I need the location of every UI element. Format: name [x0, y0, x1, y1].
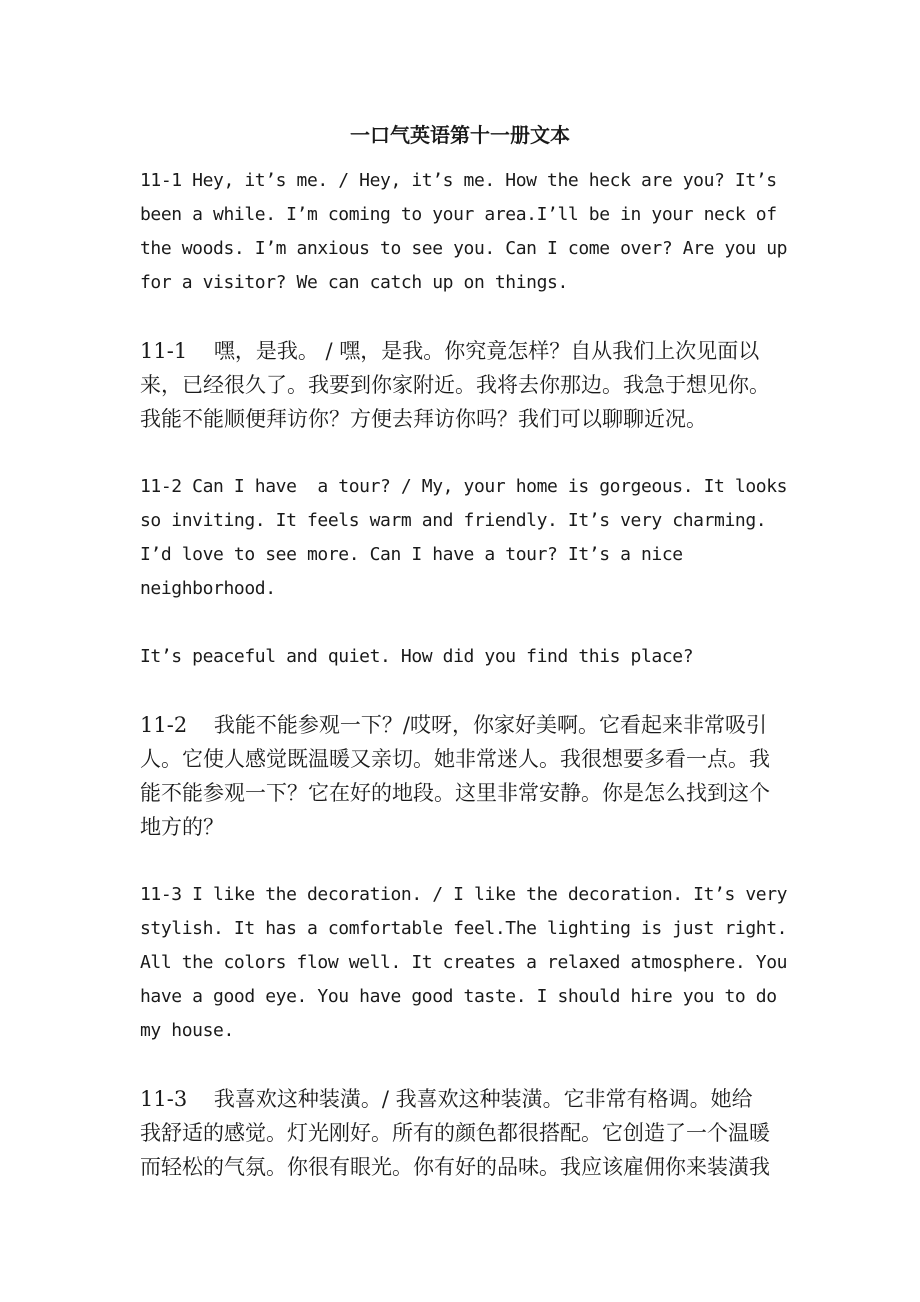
paragraph-gap: [140, 674, 790, 708]
text-line: 能不能参观一下？它在好的地段。这里非常安静。你是怎么找到这个: [140, 781, 770, 805]
text-line: All the colors flow well. It creates a relaxed atmosphere. You: [140, 952, 788, 973]
text-line: I’d love to see more. Can I have a tour? It’s a nice: [140, 544, 683, 565]
text-line: the woods. I’m anxious to see you. Can I come over? Are you up: [140, 238, 788, 259]
text-line: 人。它使人感觉既温暖又亲切。她非常迷人。我很想要多看一点。我: [140, 747, 770, 771]
text-line: It’s peaceful and quiet. How did you find this place?: [140, 646, 694, 667]
text-line: 11-2 我能不能参观一下？/哎呀，你家好美啊。它看起来非常吸引: [140, 713, 767, 737]
paragraph-zh: [140, 708, 790, 844]
text-line: stylish. It has a comfortable feel.The lighting is just right.: [140, 918, 788, 939]
text-line: 地方的？: [140, 815, 224, 839]
paragraph-en: [140, 640, 790, 674]
paragraph-gap: [140, 436, 790, 470]
paragraph-en: [140, 878, 790, 1048]
paragraph-en: [140, 470, 790, 606]
text-line: 而轻松的气氛。你很有眼光。你有好的品味。我应该雇佣你来装潢我: [140, 1155, 770, 1179]
paragraph-en: [140, 164, 790, 300]
paragraph-gap: [140, 606, 790, 640]
text-line: 11-3 I like the decoration. / I like the decoration. It’s very: [140, 884, 788, 905]
text-line: 11-1 Hey, it’s me. / Hey, it’s me. How the heck are you? It’s: [140, 170, 777, 191]
text-line: 我舒适的感觉。灯光刚好。所有的颜色都很搭配。它创造了一个温暖: [140, 1121, 770, 1145]
text-line: 11-2 Can I have a tour? / My, your home is gorgeous. It looks: [140, 476, 788, 497]
paragraph-gap: [140, 1048, 790, 1082]
document-title: 一口气英语第十一册文本: [350, 123, 570, 147]
text-line: neighborhood.: [140, 578, 276, 599]
paragraph-gap: [140, 844, 790, 878]
text-line: so inviting. It feels warm and friendly. It’s very charming.: [140, 510, 767, 531]
text-line: my house.: [140, 1020, 234, 1041]
paragraph-zh: [140, 334, 790, 436]
text-line: have a good eye. You have good taste. I should hire you to do: [140, 986, 777, 1007]
text-line: 11-3 我喜欢这种装潢。/ 我喜欢这种装潢。它非常有格调。她给: [140, 1087, 753, 1111]
document-body: [140, 164, 790, 1184]
text-line: 来，已经很久了。我要到你家附近。我将去你那边。我急于想见你。: [140, 373, 770, 397]
paragraph-gap: [140, 300, 790, 334]
text-line: 11-1 嘿，是我。 / 嘿，是我。你究竟怎样？自从我们上次见面以: [140, 339, 760, 363]
text-line: been a while. I’m coming to your area.I’ll be in your neck of: [140, 204, 777, 225]
paragraph-zh: [140, 1082, 790, 1184]
text-line: 我能不能顺便拜访你？方便去拜访你吗？我们可以聊聊近况。: [140, 407, 707, 431]
text-line: for a visitor? We can catch up on things.: [140, 272, 568, 293]
